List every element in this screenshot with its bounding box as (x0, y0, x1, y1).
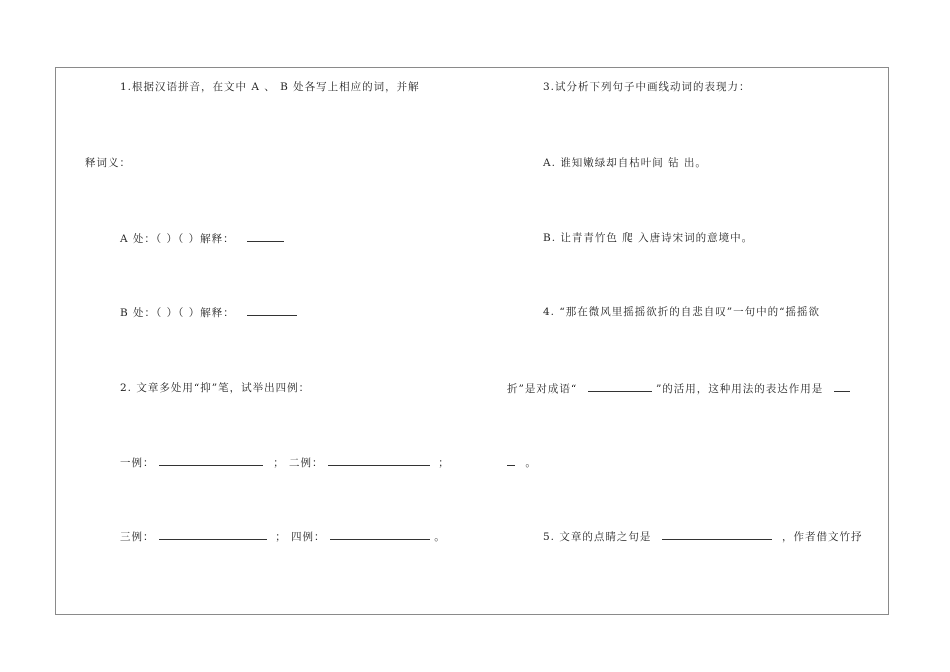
example-3-label: 三例： (120, 531, 155, 543)
question-1-line-2: 释词义： (85, 157, 131, 169)
example-1-blank[interactable] (159, 455, 263, 466)
question-5-line-1 (543, 529, 863, 544)
answer-b-row (120, 305, 297, 320)
question-5-line-1-post: ，作者借文竹抒 (782, 531, 863, 543)
question-5-line-1-pre: 5. 文章的点睛之句是 (543, 531, 652, 543)
example-2-blank[interactable] (328, 455, 430, 466)
examples-row-2 (120, 529, 446, 544)
answer-b-blank[interactable] (247, 305, 297, 316)
effect-blank-part-1[interactable] (834, 381, 850, 392)
question-3-option-b: B. 让青青竹色 爬 入唐诗宋词的意境中。 (543, 232, 754, 244)
question-4-line-2 (507, 381, 850, 396)
example-2-label: 二例： (289, 457, 324, 469)
effect-blank-part-2[interactable] (507, 455, 515, 466)
question-3-line-1: 3.试分析下列句子中画线动词的表现力： (543, 81, 751, 93)
answer-a-label: A 处：（ ）（ ）解释： (120, 233, 235, 245)
question-4-line-2-pre: 折”是对成语“ (507, 383, 578, 395)
example-4-blank[interactable] (330, 529, 430, 540)
example-4-label: 四例： (291, 531, 326, 543)
idiom-blank[interactable] (588, 381, 652, 392)
example-2-sep: ； (438, 457, 450, 469)
question-4-line-1: 4. “那在微风里摇摇欲折的自悲自叹”一句中的“摇摇欲 (543, 306, 820, 318)
question-4-line-3 (507, 455, 537, 470)
question-1-line-1: 1.根据汉语拼音，在文中 A 、 B 处各写上相应的词，并解 (120, 81, 420, 93)
example-4-end: 。 (434, 531, 446, 543)
answer-a-row (120, 231, 284, 246)
example-1-sep: ； (273, 457, 285, 469)
example-3-sep: ； (275, 531, 287, 543)
key-sentence-blank[interactable] (662, 529, 772, 540)
question-3-option-a: A. 谁知嫩绿却自枯叶间 钻 出。 (543, 157, 707, 169)
examples-row-1 (120, 455, 450, 470)
question-2-line-1: 2. 文章多处用“抑”笔，试举出四例： (120, 382, 311, 394)
example-3-blank[interactable] (159, 529, 267, 540)
answer-a-blank[interactable] (247, 231, 284, 242)
example-1-label: 一例： (120, 457, 155, 469)
question-4-line-2-post: ”的活用，这种用法的表达作用是 (655, 383, 824, 395)
question-4-line-3-end: 。 (525, 457, 537, 469)
answer-b-label: B 处：（ ）（ ）解释： (120, 307, 235, 319)
